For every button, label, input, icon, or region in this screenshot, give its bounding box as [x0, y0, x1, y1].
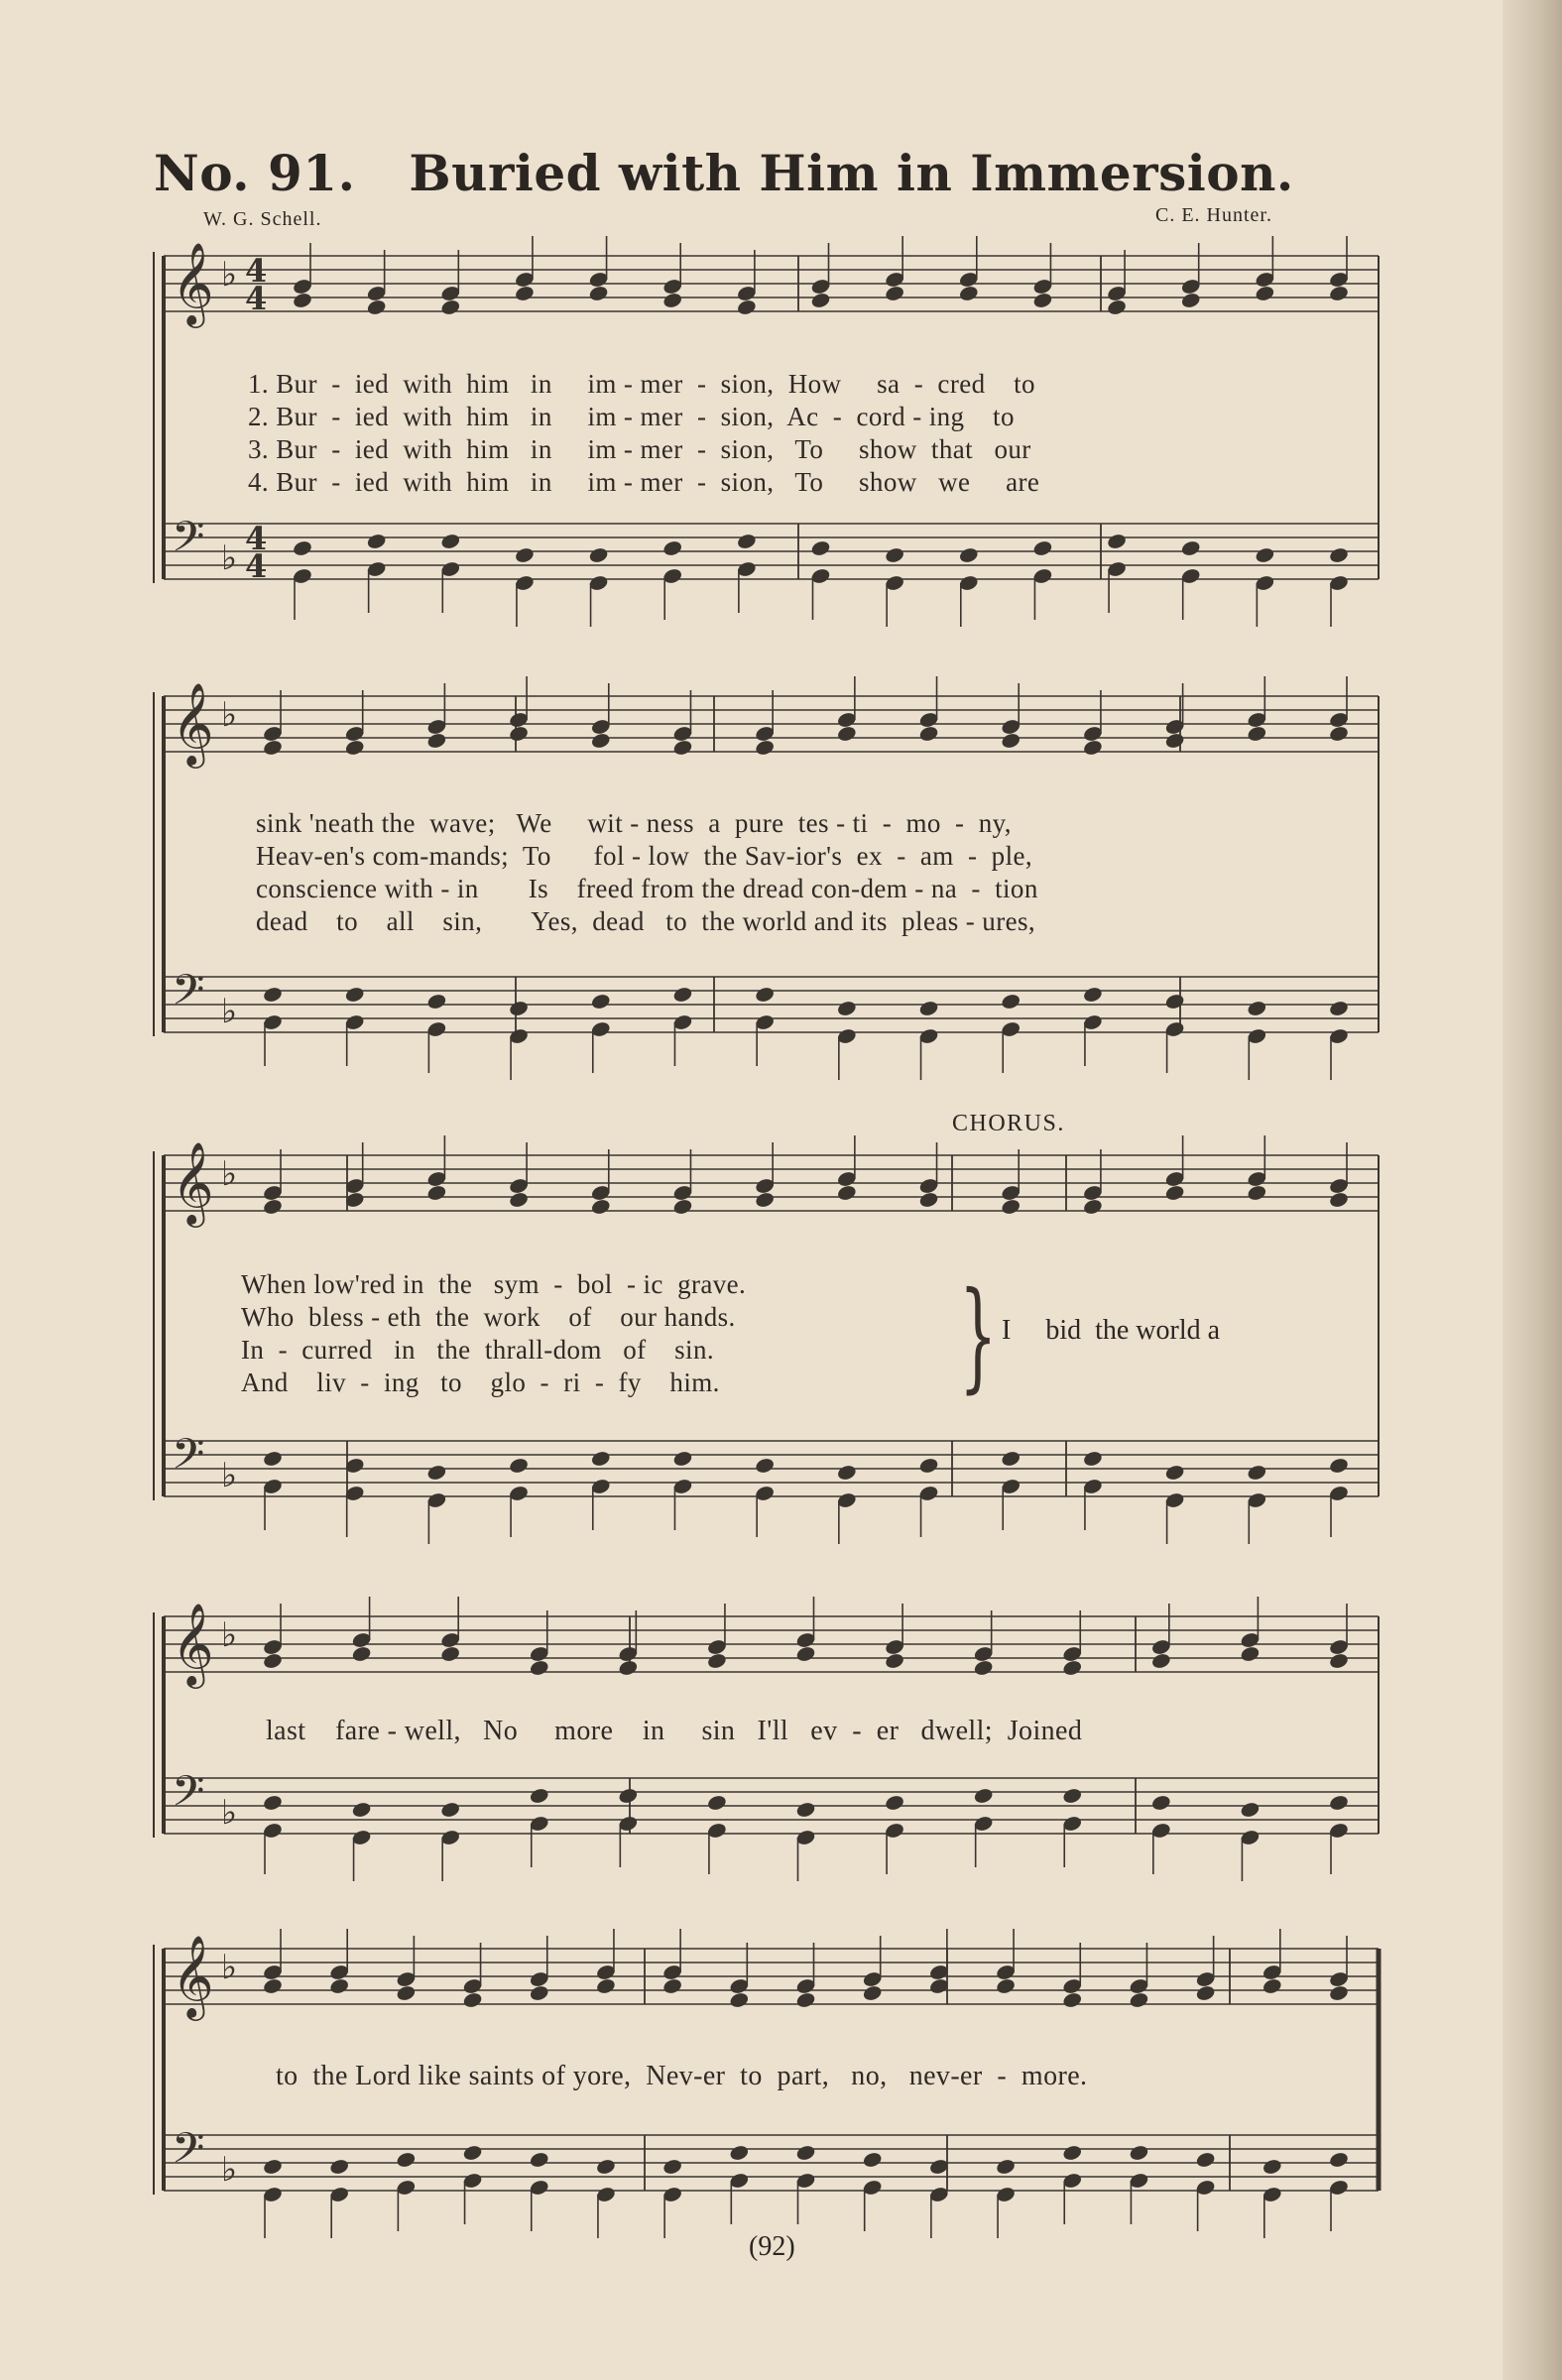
note-head: [618, 1659, 639, 1677]
note-head: [836, 725, 857, 743]
note-head: [795, 1991, 816, 2009]
note-head: [262, 1450, 283, 1468]
note-head: [440, 533, 461, 550]
chorus-label: CHORUS.: [952, 1111, 1065, 1136]
note-head: [754, 739, 775, 757]
treble-clef: 𝄞: [172, 1140, 214, 1224]
note-head: [262, 2158, 283, 2176]
verse-3-line-2: conscience with - in Is freed from the dread con-dem - na - tion: [256, 874, 1038, 903]
note-head: [262, 739, 283, 757]
note-head: [1180, 539, 1201, 557]
note-head: [754, 986, 775, 1004]
flat-key-signature: ♭: [221, 2150, 238, 2190]
flat-key-signature: ♭: [221, 1456, 238, 1495]
note-head: [1328, 1191, 1349, 1209]
treble-clef: 𝄞: [172, 1934, 214, 2017]
note-head: [508, 1191, 529, 1209]
note-head: [1180, 292, 1201, 309]
note-head: [1082, 1198, 1103, 1216]
note-head: [754, 1191, 775, 1209]
note-head: [426, 1184, 447, 1202]
note-head: [1164, 732, 1185, 750]
note-head: [262, 1977, 283, 1995]
note-head: [344, 986, 365, 1004]
note-head: [672, 739, 693, 757]
note-head: [351, 1645, 372, 1663]
note-head: [918, 725, 939, 743]
note-head: [884, 1794, 904, 1812]
note-head: [514, 285, 535, 302]
note-head: [292, 292, 312, 309]
note-head: [292, 539, 312, 557]
note-head: [1129, 1991, 1149, 2009]
note-head: [918, 1191, 939, 1209]
note-head: [1082, 739, 1103, 757]
verse-4-line-1: 4. Bur - ied with him in im - mer - sion, To show we are: [248, 467, 1040, 497]
note-head: [590, 993, 611, 1011]
note-head: [1328, 1457, 1349, 1475]
time-signature: 4: [245, 520, 268, 557]
note-head: [595, 2158, 616, 2176]
note-head: [795, 1645, 816, 1663]
note-head: [262, 1794, 283, 1812]
note-head: [973, 1659, 994, 1677]
note-head: [529, 1984, 549, 2002]
note-head: [884, 1652, 904, 1670]
note-head: [1001, 993, 1021, 1011]
note-head: [351, 1801, 372, 1819]
note-head: [1062, 2144, 1083, 2162]
note-head: [1164, 993, 1185, 1011]
treble-clef: 𝄞: [172, 681, 214, 765]
chorus-lyric-line-2: last fare - well, No more in sin I'll ev - er dwell; Joined: [266, 1716, 1083, 1746]
bass-clef: 𝄢: [172, 1767, 205, 1827]
flat-key-signature: ♭: [221, 695, 238, 735]
note-head: [1129, 2144, 1149, 2162]
chorus-lyric-line-1: I bid the world a: [1002, 1315, 1221, 1346]
note-head: [1164, 1184, 1185, 1202]
note-head: [1240, 1645, 1261, 1663]
note-head: [672, 986, 693, 1004]
note-head: [514, 546, 535, 564]
note-head: [529, 1787, 549, 1805]
time-signature: 4: [245, 280, 268, 317]
note-head: [1082, 1450, 1103, 1468]
note-head: [440, 298, 461, 316]
note-head: [995, 1977, 1016, 1995]
note-head: [1001, 732, 1021, 750]
note-head: [1247, 1464, 1267, 1482]
flat-key-signature: ♭: [221, 1615, 238, 1655]
note-head: [1328, 1000, 1349, 1017]
treble-clef: 𝄞: [172, 1602, 214, 1685]
note-head: [1082, 986, 1103, 1004]
note-head: [1328, 725, 1349, 743]
note-head: [344, 739, 365, 757]
bass-clef: 𝄢: [172, 1430, 205, 1489]
note-head: [1062, 1659, 1083, 1677]
note-head: [595, 1977, 616, 1995]
note-head: [1062, 1991, 1083, 2009]
note-head: [1255, 546, 1275, 564]
note-head: [396, 1984, 417, 2002]
note-head: [672, 1198, 693, 1216]
note-head: [1262, 1977, 1282, 1995]
lyricist-credit: W. G. Schell.: [203, 208, 322, 230]
verse-1-line-2: sink 'neath the wave; We wit - ness a pure tes - ti - mo - ny,: [256, 808, 1012, 838]
note-head: [810, 292, 831, 309]
note-head: [508, 1457, 529, 1475]
note-head: [1328, 285, 1349, 302]
note-head: [973, 1787, 994, 1805]
verse-3-line-3: In - curred in the thrall-dom of sin.: [241, 1335, 714, 1365]
note-head: [729, 2144, 750, 2162]
note-head: [1150, 1794, 1171, 1812]
note-head: [1328, 1984, 1349, 2002]
verse-4-line-3: And liv - ing to glo - ri - fy him.: [241, 1368, 720, 1397]
flat-key-signature: ♭: [221, 1793, 238, 1833]
note-head: [462, 1991, 483, 2009]
bass-clef: 𝄢: [172, 966, 205, 1025]
note-head: [329, 2158, 350, 2176]
note-head: [1150, 1652, 1171, 1670]
bass-clef: 𝄢: [172, 2124, 205, 2184]
note-head: [508, 1000, 529, 1017]
note-head: [1247, 1184, 1267, 1202]
note-head: [1328, 1794, 1349, 1812]
note-head: [1328, 1652, 1349, 1670]
treble-clef: 𝄞: [172, 241, 214, 324]
note-head: [439, 1645, 460, 1663]
note-head: [995, 2158, 1016, 2176]
note-head: [529, 2151, 549, 2169]
note-head: [329, 1977, 350, 1995]
note-head: [662, 292, 683, 309]
note-head: [736, 533, 757, 550]
hymn-title: Buried with Him in Immersion.: [409, 144, 1294, 202]
note-head: [1001, 1450, 1021, 1468]
note-head: [262, 1652, 283, 1670]
note-head: [1262, 2158, 1282, 2176]
note-head: [439, 1801, 460, 1819]
note-head: [1032, 292, 1053, 309]
note-head: [618, 1787, 639, 1805]
note-head: [754, 1457, 775, 1475]
verse-3-line-1: 3. Bur - ied with him in im - mer - sion, To show that our: [248, 434, 1031, 464]
note-head: [706, 1794, 727, 1812]
time-signature: 4: [245, 252, 268, 290]
note-head: [862, 1984, 883, 2002]
note-head: [661, 2158, 682, 2176]
note-head: [1240, 1801, 1261, 1819]
flat-key-signature: ♭: [221, 538, 238, 578]
flat-key-signature: ♭: [221, 992, 238, 1031]
note-head: [661, 1977, 682, 1995]
flat-key-signature: ♭: [221, 1948, 238, 1987]
note-head: [1247, 725, 1267, 743]
note-head: [672, 1450, 693, 1468]
note-head: [366, 533, 387, 550]
note-head: [426, 732, 447, 750]
note-head: [590, 1450, 611, 1468]
verse-1-line-1: 1. Bur - ied with him in im - mer - sion, How sa - cred to: [248, 369, 1035, 399]
flat-key-signature: ♭: [221, 1154, 238, 1194]
note-head: [1106, 298, 1127, 316]
note-head: [396, 2151, 417, 2169]
composer-credit: C. E. Hunter.: [1155, 204, 1272, 226]
note-head: [918, 1000, 939, 1017]
note-head: [1328, 546, 1349, 564]
note-head: [508, 725, 529, 743]
note-head: [884, 285, 904, 302]
note-head: [529, 1659, 549, 1677]
note-head: [588, 546, 609, 564]
note-head: [958, 546, 979, 564]
note-head: [1164, 1464, 1185, 1482]
note-head: [836, 1000, 857, 1017]
note-head: [262, 986, 283, 1004]
note-head: [918, 1457, 939, 1475]
note-head: [729, 1991, 750, 2009]
note-head: [836, 1184, 857, 1202]
note-head: [662, 539, 683, 557]
note-head: [1062, 1787, 1083, 1805]
note-head: [1255, 285, 1275, 302]
note-head: [795, 2144, 816, 2162]
note-head: [795, 1801, 816, 1819]
time-signature: 4: [245, 547, 268, 585]
note-head: [588, 285, 609, 302]
verse-1-line-3: When low'red in the sym - bol - ic grave.: [241, 1269, 747, 1299]
note-head: [590, 732, 611, 750]
bass-clef: 𝄢: [172, 513, 205, 572]
verse-2-line-3: Who bless - eth the work of our hands.: [241, 1302, 736, 1332]
note-head: [862, 2151, 883, 2169]
note-head: [958, 285, 979, 302]
note-head: [426, 1464, 447, 1482]
note-head: [1195, 1984, 1216, 2002]
note-head: [884, 546, 904, 564]
note-head: [1247, 1000, 1267, 1017]
hymn-number: No. 91.: [154, 144, 356, 202]
verse-4-line-2: dead to all sin, Yes, dead to the world and its pleas - ures,: [256, 906, 1036, 936]
note-head: [1001, 1198, 1021, 1216]
verse-2-line-1: 2. Bur - ied with him in im - mer - sion, Ac - cord - ing to: [248, 402, 1015, 431]
note-head: [590, 1198, 611, 1216]
note-head: [810, 539, 831, 557]
note-head: [1328, 2151, 1349, 2169]
note-head: [706, 1652, 727, 1670]
note-head: [462, 2144, 483, 2162]
note-head: [1032, 539, 1053, 557]
note-head: [836, 1464, 857, 1482]
note-head: [366, 298, 387, 316]
verse-brace: }: [959, 1267, 998, 1405]
flat-key-signature: ♭: [221, 255, 238, 295]
verse-2-line-2: Heav-en's com-mands; To fol - low the Sav-ior's ex - am - ple,: [256, 841, 1033, 871]
page-number: (92): [749, 2231, 795, 2262]
chorus-lyric-line-3: to the Lord like saints of yore, Nev-er to part, no, nev-er - more.: [276, 2061, 1088, 2091]
note-head: [1106, 533, 1127, 550]
note-head: [426, 993, 447, 1011]
note-head: [1195, 2151, 1216, 2169]
note-head: [262, 1198, 283, 1216]
note-head: [736, 298, 757, 316]
